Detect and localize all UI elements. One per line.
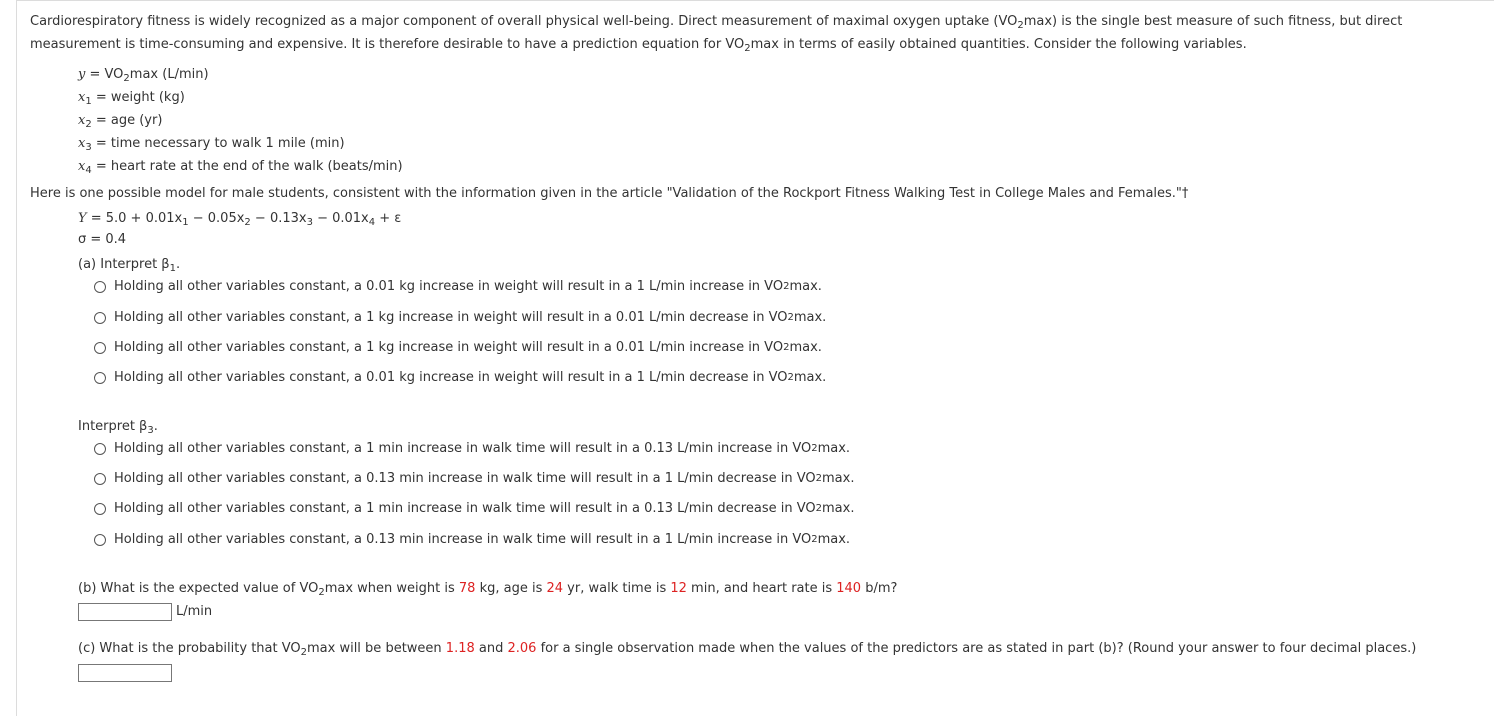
part-c-question: (c) What is the probability that $VO_2\max$ will be between 1.18 and 2.06 for a single observation made when the values of the predictors are as stated in part (b)? (Round your answer to four decimal places.): [78, 641, 1417, 658]
part-a2-option-4[interactable]: Holding all other variables constant, a 0.13 min increase in walk time will result in a 1 L/min increase in VO 2 max.: [94, 531, 850, 549]
radio-button[interactable]: [94, 281, 106, 293]
radio-button[interactable]: [94, 342, 106, 354]
part-a2-option-2[interactable]: Holding all other variables constant, a 0.13 min increase in walk time will result in a 1 L/min decrease in VO 2 max.: [94, 470, 854, 488]
model-equation: $Y = 5.0 + 0.01x_1 - 0.05x_2 - 0.13x_3 - 0.01x_4 + \varepsilon$: [78, 211, 402, 228]
intro-paragraph: Cardiorespiratory fitness is widely recognized as a major component of overall physical well-being. Direct measurement of maximal oxygen uptake $(VO_2\max)$ is the single best measure of such fitness, but direct measurement is time-consuming and expensive. It is therefore desirable to have a prediction equation for $VO_2\max$ in terms of easily obtained quantities. Consider the following variables.: [30, 14, 1403, 54]
radio-button[interactable]: [94, 503, 106, 515]
radio-button[interactable]: [94, 534, 106, 546]
radio-button[interactable]: [94, 443, 106, 455]
part-a-question: (a) Interpret $\beta_1$.: [78, 257, 181, 274]
variable-x1: $x_1$ = weight (kg): [78, 90, 185, 107]
part-b-unit: L/min: [176, 604, 213, 619]
part-a2-option-1[interactable]: Holding all other variables constant, a 1 min increase in walk time will result in a 0.13 L/min increase in VO 2 max.: [94, 440, 850, 458]
model-intro: Here is one possible model for male students, consistent with the information given in the article "Validation of the Rockport Fitness Walking Test in College Males and Females."†: [30, 186, 1189, 201]
variable-x2: $x_2$ = age (yr): [78, 113, 163, 130]
variable-x3: $x_3$ = time necessary to walk 1 mile (min): [78, 136, 345, 153]
part-b-answer-input[interactable]: [78, 603, 172, 621]
variable-y: $y = VO_2\max$ (L/min): [78, 67, 209, 84]
part-a-option-4[interactable]: Holding all other variables constant, a 0.01 kg increase in weight will result in a 1 L/min decrease in VO 2 max.: [94, 369, 826, 387]
part-a-option-2[interactable]: Holding all other variables constant, a 1 kg increase in weight will result in a 0.01 L/min decrease in VO 2 max.: [94, 309, 826, 327]
radio-button[interactable]: [94, 372, 106, 384]
part-a-option-3[interactable]: Holding all other variables constant, a 1 kg increase in weight will result in a 0.01 L/min increase in VO 2 max.: [94, 339, 822, 357]
part-b-question: (b) What is the expected value of $VO_2\max$ when weight is 78 kg, age is 24 yr, walk time is 12 min, and heart rate is 140 b/m?: [78, 581, 898, 598]
variable-x4: $x_4$ = heart rate at the end of the walk (beats/min): [78, 159, 403, 176]
part-a2-question: Interpret $\beta_3$.: [78, 419, 158, 436]
top-divider: [16, 0, 1494, 1]
part-a-option-1[interactable]: Holding all other variables constant, a 0.01 kg increase in weight will result in a 1 L/min increase in VO 2 max.: [94, 278, 822, 296]
radio-button[interactable]: [94, 312, 106, 324]
part-c-answer-input[interactable]: [78, 664, 172, 682]
radio-button[interactable]: [94, 473, 106, 485]
part-a2-option-3[interactable]: Holding all other variables constant, a 1 min increase in walk time will result in a 0.13 L/min decrease in VO 2 max.: [94, 500, 854, 518]
left-divider: [16, 0, 17, 716]
model-sigma: σ = 0.4: [78, 232, 127, 247]
